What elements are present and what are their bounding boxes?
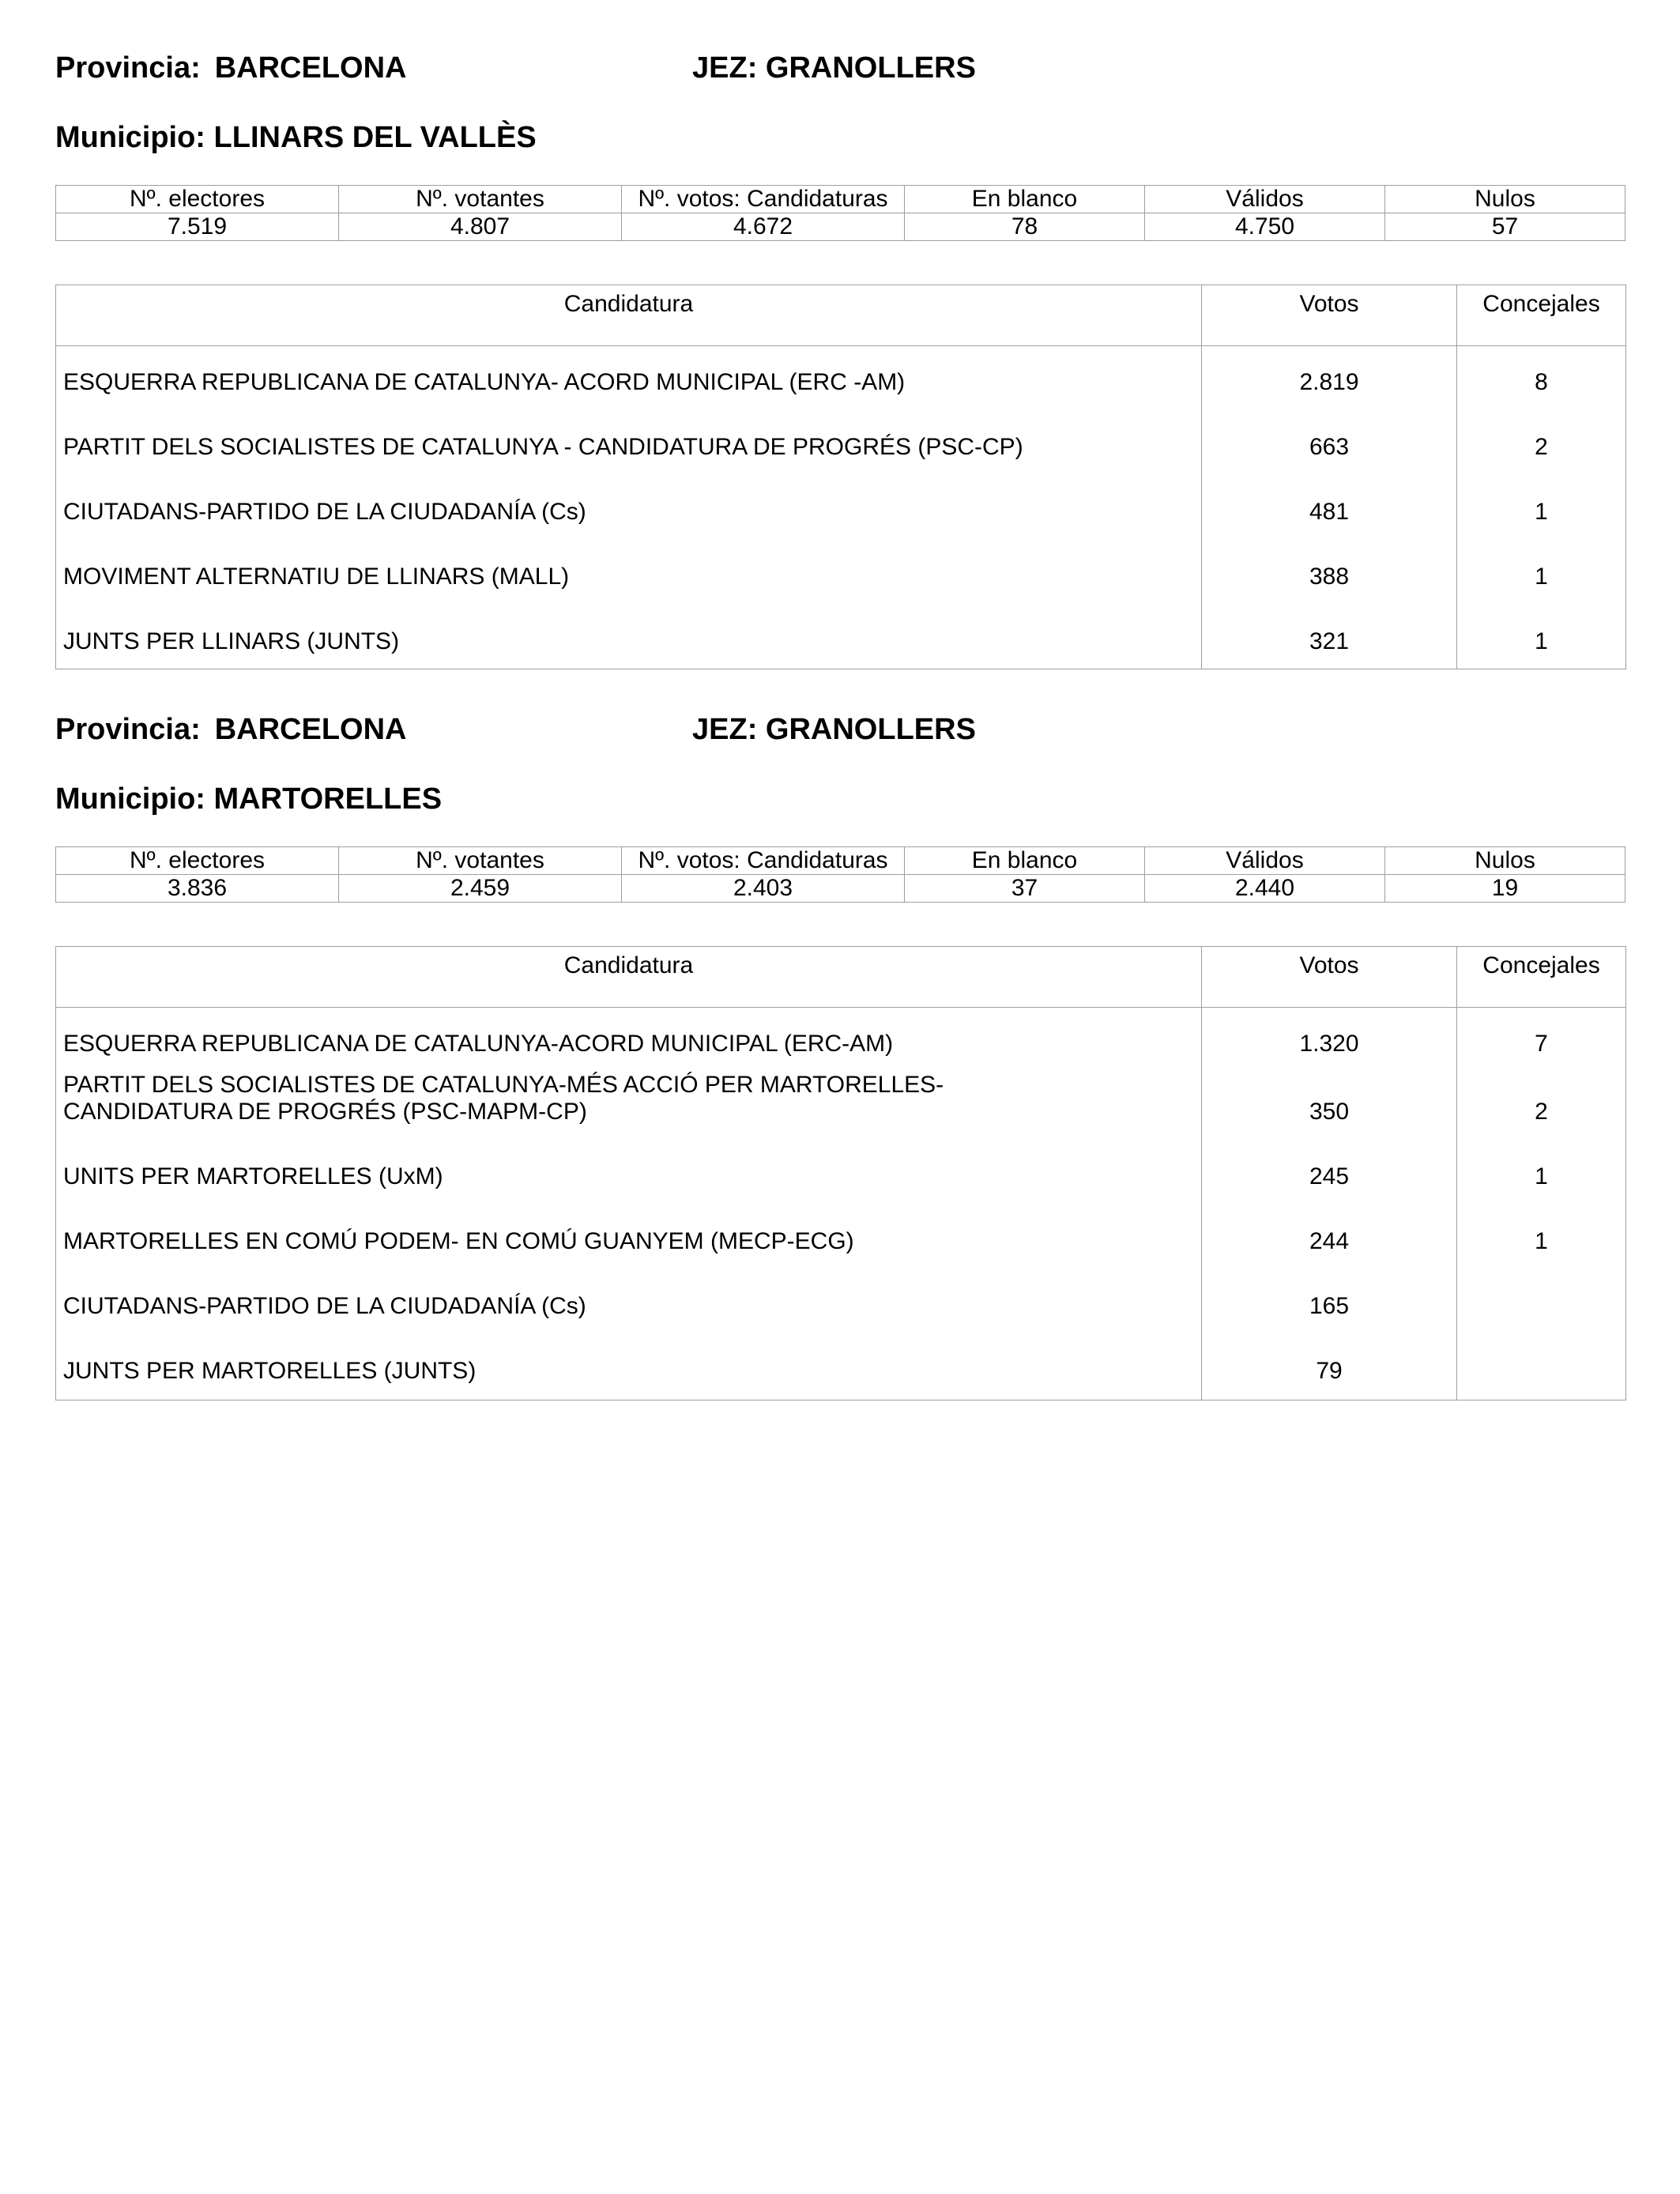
results-table bbox=[55, 946, 1626, 1400]
provincia-value: BARCELONA bbox=[214, 51, 407, 85]
candidate-name: MOVIMENT ALTERNATIU DE LLINARS (MALL) bbox=[63, 564, 570, 590]
summary-header-validos: Válidos bbox=[1145, 186, 1385, 213]
summary-value-validos: 4.750 bbox=[1145, 213, 1385, 241]
candidate-votes: 350 bbox=[1309, 1099, 1350, 1125]
summary-header-nulos: Nulos bbox=[1385, 186, 1625, 213]
summary-value-en-blanco: 37 bbox=[905, 875, 1145, 903]
concejales-header: Concejales bbox=[1482, 952, 1600, 978]
candidate-name: PARTIT DELS SOCIALISTES DE CATALUNYA-MÉS ACCIÓ PER MARTORELLES-CANDIDATURA DE PROGRÉS (PSC-MAPM-CP) bbox=[63, 1072, 944, 1125]
candidate-name: CIUTADANS-PARTIDO DE LA CIUDADANÍA (Cs) bbox=[63, 499, 586, 525]
summary-value-electores: 3.836 bbox=[56, 875, 339, 903]
summary-value-votantes: 2.459 bbox=[339, 875, 622, 903]
summary-value-nulos: 57 bbox=[1385, 213, 1625, 241]
candidate-votes: 663 bbox=[1309, 434, 1350, 460]
candidatura-header: Candidatura bbox=[563, 952, 694, 978]
candidate-votes: 79 bbox=[1316, 1358, 1343, 1384]
candidate-seats: 2 bbox=[1535, 434, 1548, 460]
jez-line bbox=[692, 712, 976, 747]
municipio-value: MARTORELLES bbox=[213, 782, 443, 816]
candidate-name: ESQUERRA REPUBLICANA DE CATALUNYA- ACORD MUNICIPAL (ERC -AM) bbox=[63, 369, 906, 395]
summary-header-row bbox=[56, 186, 1625, 213]
municipio-line bbox=[55, 782, 442, 816]
results-header bbox=[56, 285, 1625, 346]
results-table bbox=[55, 285, 1626, 669]
candidate-votes: 2.819 bbox=[1299, 369, 1359, 395]
candidate-votes: 245 bbox=[1309, 1163, 1350, 1189]
summary-value-en-blanco: 78 bbox=[905, 213, 1145, 241]
summary-header-en-blanco: En blanco bbox=[905, 847, 1145, 875]
summary-header-votos-candidaturas: Nº. votos: Candidaturas bbox=[622, 186, 905, 213]
candidate-votes: 321 bbox=[1309, 628, 1350, 654]
municipio-line bbox=[55, 120, 537, 155]
summary-header-row bbox=[56, 847, 1625, 875]
candidate-seats: 1 bbox=[1535, 499, 1548, 525]
concejales-header: Concejales bbox=[1482, 291, 1600, 317]
summary-header-votantes: Nº. votantes bbox=[339, 186, 622, 213]
jez-value: GRANOLLERS bbox=[765, 713, 976, 746]
candidate-name: CIUTADANS-PARTIDO DE LA CIUDADANÍA (Cs) bbox=[63, 1293, 586, 1319]
candidate-seats: 1 bbox=[1535, 564, 1548, 590]
provincia-label: Provincia: bbox=[55, 51, 201, 85]
summary-header-votos-candidaturas: Nº. votos: Candidaturas bbox=[622, 847, 905, 875]
candidate-votes: 481 bbox=[1309, 499, 1350, 525]
summary-header-electores: Nº. electores bbox=[56, 847, 339, 875]
candidate-name: UNITS PER MARTORELLES (UxM) bbox=[63, 1163, 443, 1189]
provincia-label: Provincia: bbox=[55, 713, 201, 746]
candidate-seats: 7 bbox=[1535, 1031, 1548, 1057]
column-divider bbox=[1456, 285, 1457, 669]
jez-value: GRANOLLERS bbox=[765, 51, 976, 85]
votos-header: Votos bbox=[1299, 952, 1359, 978]
summary-value-validos: 2.440 bbox=[1145, 875, 1385, 903]
summary-value-row bbox=[56, 875, 1625, 903]
candidate-name: PARTIT DELS SOCIALISTES DE CATALUNYA - CANDIDATURA DE PROGRÉS (PSC-CP) bbox=[63, 434, 1023, 460]
jez-label: JEZ: bbox=[692, 713, 758, 746]
provincia-value: BARCELONA bbox=[214, 713, 407, 746]
candidate-seats: 1 bbox=[1535, 1228, 1548, 1254]
summary-value-nulos: 19 bbox=[1385, 875, 1625, 903]
jez-label: JEZ: bbox=[692, 51, 758, 85]
summary-value-votos-candidaturas: 2.403 bbox=[622, 875, 905, 903]
summary-header-electores: Nº. electores bbox=[56, 186, 339, 213]
candidate-seats: 1 bbox=[1535, 1163, 1548, 1189]
results-header bbox=[56, 947, 1625, 1008]
candidate-seats: 8 bbox=[1535, 369, 1548, 395]
jez-line bbox=[692, 51, 976, 85]
candidate-name: JUNTS PER LLINARS (JUNTS) bbox=[63, 628, 400, 654]
candidate-name: ESQUERRA REPUBLICANA DE CATALUNYA-ACORD MUNICIPAL (ERC-AM) bbox=[63, 1031, 894, 1057]
candidatura-header: Candidatura bbox=[563, 291, 694, 317]
candidate-votes: 1.320 bbox=[1299, 1031, 1359, 1057]
votos-header: Votos bbox=[1299, 291, 1359, 317]
municipio-value: LLINARS DEL VALLÈS bbox=[213, 121, 537, 154]
candidate-votes: 244 bbox=[1309, 1228, 1350, 1254]
candidate-name: MARTORELLES EN COMÚ PODEM- EN COMÚ GUANYEM (MECP-ECG) bbox=[63, 1228, 854, 1254]
candidate-name: JUNTS PER MARTORELLES (JUNTS) bbox=[63, 1358, 477, 1384]
summary-value-row bbox=[56, 213, 1625, 241]
candidate-seats: 2 bbox=[1535, 1099, 1548, 1125]
summary-value-electores: 7.519 bbox=[56, 213, 339, 241]
municipio-label: Municipio: bbox=[55, 782, 205, 816]
summary-value-votantes: 4.807 bbox=[339, 213, 622, 241]
summary-table bbox=[55, 846, 1625, 903]
column-divider bbox=[1201, 285, 1202, 669]
summary-header-nulos: Nulos bbox=[1385, 847, 1625, 875]
summary-header-votantes: Nº. votantes bbox=[339, 847, 622, 875]
summary-table bbox=[55, 185, 1625, 241]
municipio-label: Municipio: bbox=[55, 121, 205, 154]
summary-header-validos: Válidos bbox=[1145, 847, 1385, 875]
provincia-line bbox=[55, 51, 407, 85]
candidate-votes: 388 bbox=[1309, 564, 1350, 590]
summary-header-en-blanco: En blanco bbox=[905, 186, 1145, 213]
summary-value-votos-candidaturas: 4.672 bbox=[622, 213, 905, 241]
provincia-line bbox=[55, 712, 407, 747]
candidate-votes: 165 bbox=[1309, 1293, 1350, 1319]
candidate-seats: 1 bbox=[1535, 628, 1548, 654]
